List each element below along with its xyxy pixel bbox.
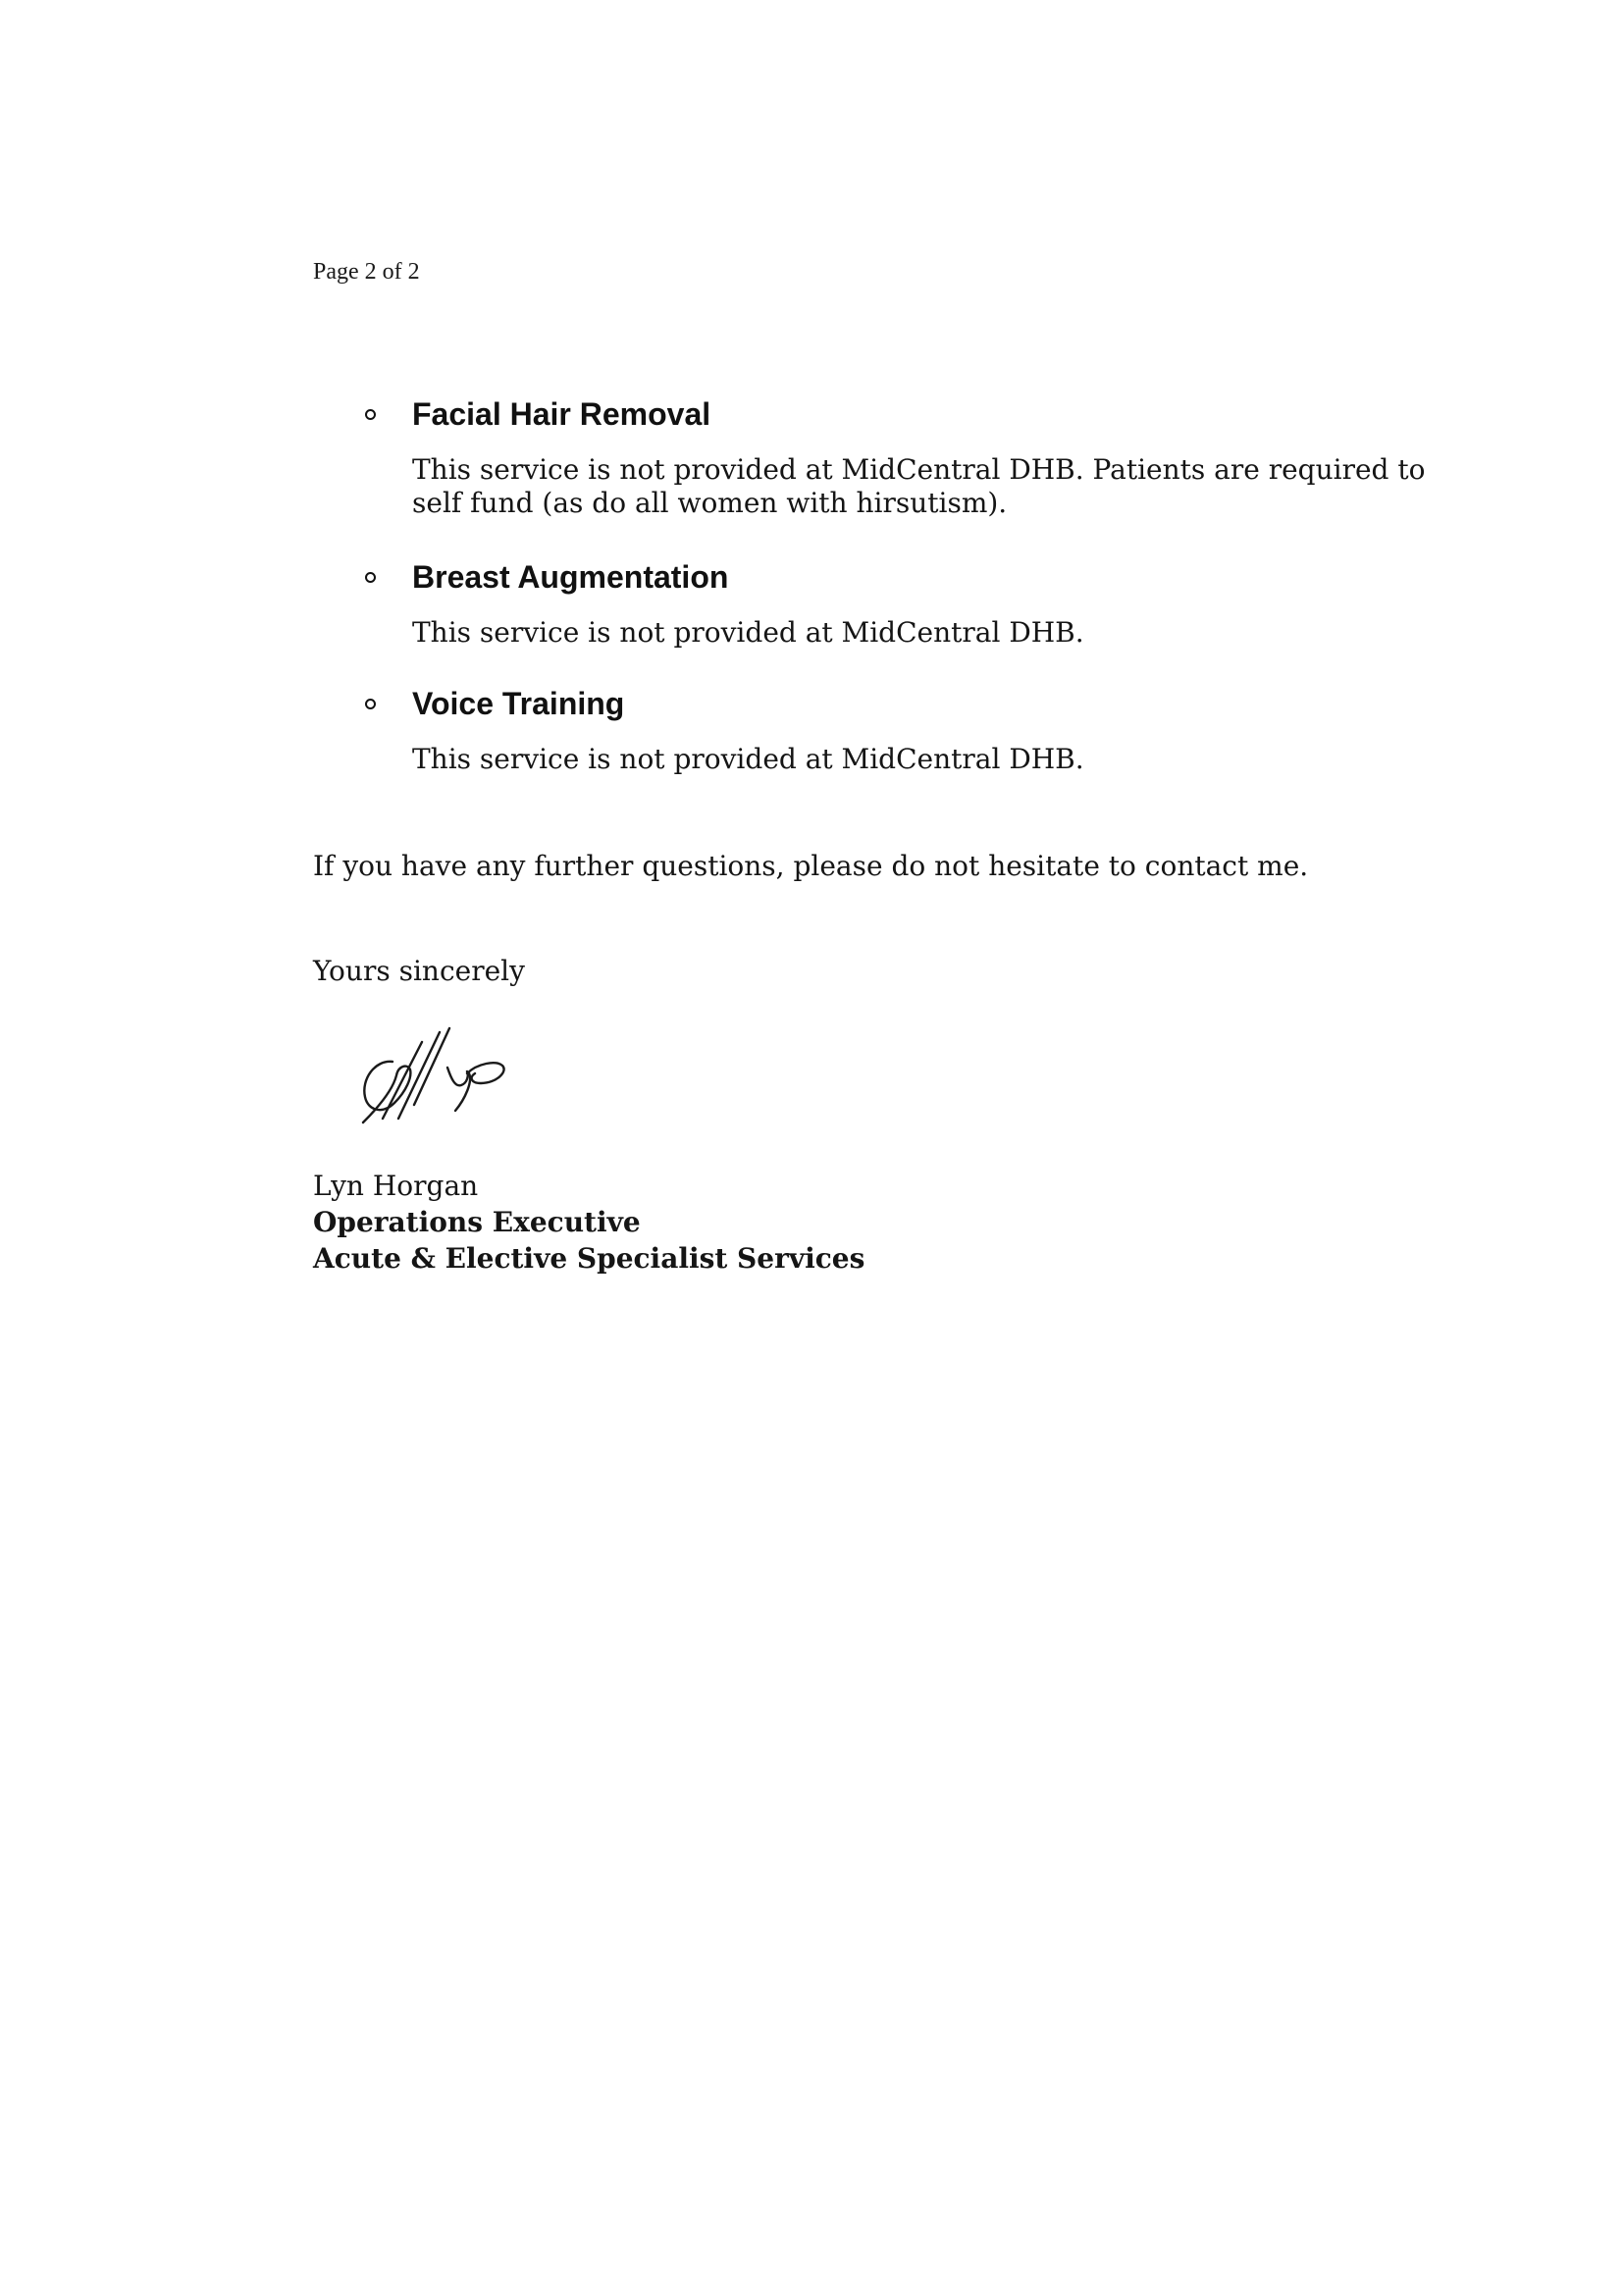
service-title: Breast Augmentation [412, 559, 729, 595]
service-item-breast-augmentation [361, 557, 1440, 649]
circle-bullet-icon [365, 409, 376, 420]
service-header [361, 684, 1440, 723]
handwritten-signature [353, 1020, 520, 1128]
signatory-department: Acute & Elective Specialist Services [313, 1242, 865, 1275]
service-header [361, 394, 1440, 434]
circle-bullet-icon [365, 572, 376, 583]
page-number: Page 2 of 2 [313, 259, 420, 285]
service-title: Voice Training [412, 686, 625, 721]
service-header [361, 557, 1440, 597]
service-item-voice-training [361, 684, 1440, 775]
signatory-title: Operations Executive [313, 1206, 641, 1238]
signature-block [313, 1168, 864, 1277]
signatory-name: Lyn Horgan [313, 1170, 479, 1202]
service-description: This service is not provided at MidCentral DHB. Patients are required to self fund (as do all women with hirsutism). [412, 453, 1426, 519]
salutation: Yours sincerely [313, 955, 525, 987]
circle-bullet-icon [365, 699, 376, 709]
closing-paragraph: If you have any further questions, please do not hesitate to contact me. [313, 850, 1309, 882]
service-description: This service is not provided at MidCentral DHB. [412, 743, 1084, 775]
service-item-facial-hair-removal [361, 394, 1440, 519]
service-title: Facial Hair Removal [412, 396, 711, 432]
service-description: This service is not provided at MidCentral DHB. [412, 616, 1084, 649]
